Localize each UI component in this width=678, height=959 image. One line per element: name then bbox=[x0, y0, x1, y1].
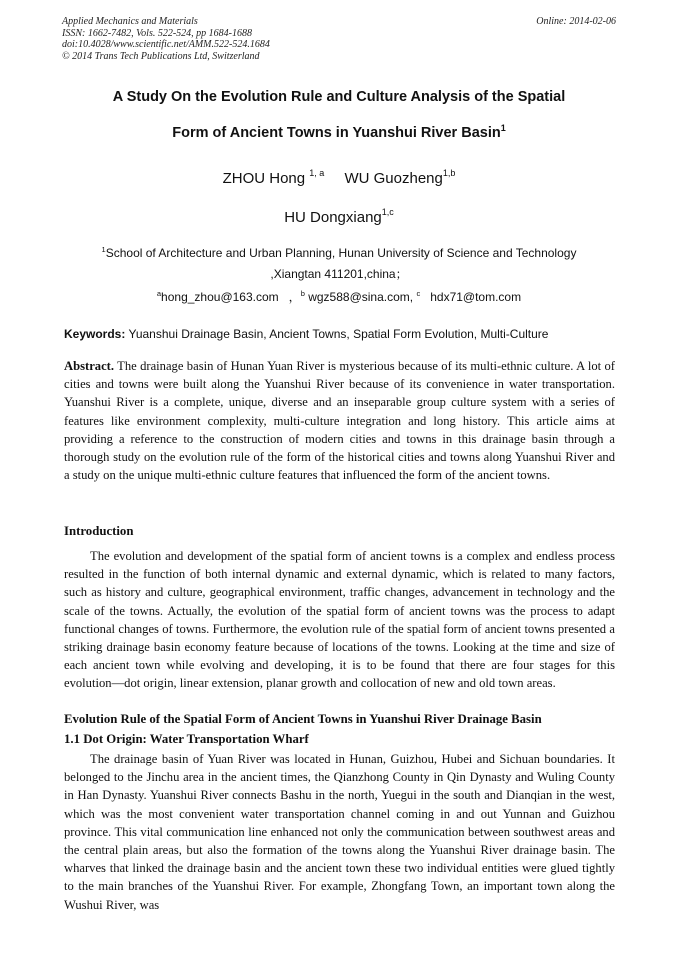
author-wu-guozheng-affil: 1,b bbox=[442, 168, 456, 178]
abstract-text: The drainage basin of Hunan Yuan River is mysterious because of its multi-ethnic culture. A lot of cities and towns were built along the Yuanshui River because of its convenience in water transportation. Yuanshui River is a complete, unique, diverse and an inseparable group culture system with a series of features like environment complexity, multi-culture integration and long history. This article aims at providing a reference to the construction of modern cities and towns in this drainage basin through a thorough study on the evolution rule of the form of the historical cities and towns along Yuanshui River and a study on the unique multi-ethnic culture features that influenced the form of the ancient towns. bbox=[64, 359, 615, 483]
issn-line: ISSN: 1662-7482, Vols. 522-524, pp 1684-1688 bbox=[62, 27, 252, 39]
affiliation-line-1 bbox=[40, 245, 638, 260]
introduction-paragraph: The evolution and development of the spatial form of ancient towns is a complex and endless process resulted in the function of both internal dynamic and external dynamic, which is related to many factors, such as history and culture, geographical environment, traffic changes, advancement in technology and the scale of the towns. Actually, the evolution of the spatial form of ancient towns was the process to adapt functional changes of towns. Furthermore, the evolution rule of the spatial form of ancient towns presented a striking drainage basin economy feature because of locations of the towns. Looking at the time and size of each ancient town while evolving and developing, it is to be found that there are four stages for this evolution—dot origin, linear extension, planar growth and collocation of new and old town areas. bbox=[64, 549, 615, 691]
paper-title-line-2 bbox=[40, 123, 638, 141]
affiliation-text: School of Architecture and Urban Planning, Hunan University of Science and Technology bbox=[105, 246, 577, 260]
author-line-1 bbox=[40, 168, 638, 187]
author-emails bbox=[40, 288, 638, 305]
online-date: Online: 2014-02-06 bbox=[536, 16, 616, 27]
journal-name: Applied Mechanics and Materials bbox=[62, 16, 198, 27]
paper-title-line-2-text: Form of Ancient Towns in Yuanshui River Basin bbox=[172, 125, 501, 141]
affiliation-mark: 1 bbox=[101, 245, 106, 254]
keywords-text: Yuanshui Drainage Basin, Ancient Towns, Spatial Form Evolution, Multi-Culture bbox=[125, 327, 549, 341]
abstract-paragraph bbox=[64, 357, 615, 484]
author-wu-guozheng: WU Guozheng bbox=[344, 170, 443, 187]
author-zhou-hong-affil: 1, a bbox=[309, 168, 325, 178]
email-separator: ， bbox=[288, 290, 301, 304]
author-zhou-hong: ZHOU Hong bbox=[222, 170, 306, 187]
subsection-1-1-heading: 1.1 Dot Origin: Water Transportation Wharf bbox=[64, 732, 309, 746]
email-c[interactable]: hdx71@tom.com bbox=[430, 290, 522, 304]
section-1-heading: Evolution Rule of the Spatial Form of Ancient Towns in Yuanshui River Drainage Basin bbox=[64, 712, 542, 726]
paper-title-line-1: A Study On the Evolution Rule and Culture Analysis of the Spatial bbox=[112, 89, 566, 105]
doi-line: doi:10.4028/www.scientific.net/AMM.522-524.1684 bbox=[62, 39, 270, 51]
author-hu-dongxiang-affil: 1,c bbox=[381, 207, 394, 217]
keywords bbox=[64, 327, 548, 341]
subsection-1-1-paragraph: The drainage basin of Yuan River was located in Hunan, Guizhou, Hubei and Sichuan boundaries. It belonged to the Jinchu area in the ancient times, the Qianzhong County in Qin Dynasty and Wuling County in Han Dynasty. Yuanshui River connects Bashu in the north, Yuegui in the south and Dianqian in the west, which was the most convenient water transportation channel coming in and out Yunnan and Guizhou province. This vital communication line enhanced not only the communication between southwest areas and the central plain areas, but also the formation of the towns along the Yuanshui River drainage basin. The wharves that linked the drainage basin and the ancient town these two individual entities were glued tightly to the main branches of the Yuanshui River. For example, Zhongfang Town, an important town along the Wushui River, was bbox=[64, 752, 615, 912]
email-c-mark: c bbox=[416, 289, 421, 298]
author-line-2 bbox=[40, 207, 638, 226]
abstract-label: Abstract. bbox=[64, 359, 115, 373]
email-b-mark: b bbox=[300, 289, 305, 298]
author-hu-dongxiang: HU Dongxiang bbox=[284, 209, 382, 226]
keywords-label: Keywords: bbox=[64, 327, 126, 341]
copyright-line: © 2014 Trans Tech Publications Ltd, Switzerland bbox=[62, 50, 260, 62]
title-footnote-mark: 1 bbox=[500, 123, 506, 133]
affiliation-line-2: ,Xiangtan 411201,china； bbox=[270, 267, 408, 281]
email-a-mark: a bbox=[156, 289, 162, 298]
email-a[interactable]: hong_zhou@163.com bbox=[161, 290, 279, 304]
introduction-heading: Introduction bbox=[64, 524, 134, 538]
journal-header bbox=[62, 16, 270, 62]
email-b[interactable]: wgz588@sina.com, bbox=[308, 290, 414, 304]
